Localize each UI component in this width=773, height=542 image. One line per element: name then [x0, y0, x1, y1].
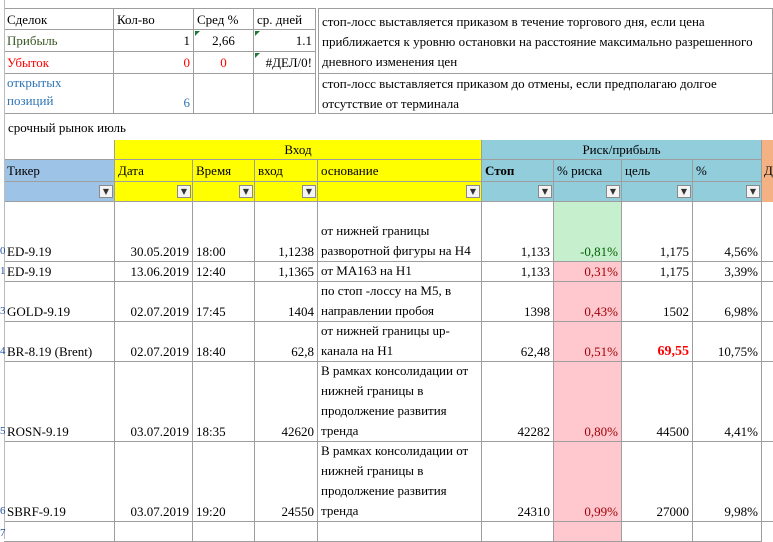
trade-pct-cell[interactable]: 10,75% [693, 322, 762, 362]
trade-date-cell[interactable]: 30.05.2019 [115, 202, 193, 262]
trade-entry-cell[interactable]: 42620 [255, 362, 318, 442]
col-header-risk[interactable]: % риска [554, 160, 622, 182]
note-stop-loss-intraday[interactable]: стоп-лосс выставляется приказом в течение торгового дня, если цена приближается к уровню остановки на расстояние максимально разрешенного дневного изменения цен [318, 8, 773, 74]
trade-basis-cell[interactable]: В рамках консолидации от нижней границы в продолжение развития тренда [318, 442, 482, 522]
summary-header-deals[interactable]: Сделок [4, 8, 114, 30]
trade-target-cell[interactable]: 1,175 [622, 202, 693, 262]
filter-dropdown-icon[interactable]: ▼ [177, 185, 191, 198]
trade-time-cell[interactable]: 18:35 [193, 362, 255, 442]
trade-basis-cell[interactable]: от нижней границы разворотной фигуры на Н4 [318, 202, 482, 262]
trade-target-cell[interactable]: 1,175 [622, 262, 693, 282]
group-spacer [4, 140, 115, 160]
trade-entry-cell[interactable]: 1404 [255, 282, 318, 322]
empty-cell[interactable] [482, 522, 554, 542]
empty-cell[interactable] [622, 522, 693, 542]
row-number[interactable]: 1 [0, 265, 6, 277]
trade-ticker-cell[interactable]: BR-8.19 (Brent) [4, 322, 115, 362]
trade-stop-cell[interactable]: 1398 [482, 282, 554, 322]
trade-stop-cell[interactable]: 24310 [482, 442, 554, 522]
row-number[interactable]: 3 [0, 305, 6, 317]
trade-entry-cell[interactable]: 24550 [255, 442, 318, 522]
filter-dropdown-icon[interactable]: ▼ [466, 185, 480, 198]
empty-cell[interactable] [255, 522, 318, 542]
filter-dropdown-icon[interactable]: ▼ [302, 185, 316, 198]
trade-time-cell[interactable]: 18:00 [193, 202, 255, 262]
col-header-basis[interactable]: основание [318, 160, 482, 182]
col-header-target[interactable]: цель [622, 160, 693, 182]
summary-profit-days[interactable]: 1.1 [254, 30, 316, 52]
trade-target-cell[interactable]: 1502 [622, 282, 693, 322]
trade-ticker-cell[interactable]: ED-9.19 [4, 202, 115, 262]
col-header-date[interactable]: Дата [115, 160, 193, 182]
group-entry-header[interactable]: Вход [115, 140, 482, 160]
trade-risk-cell[interactable]: -0,81% [554, 202, 622, 262]
group-risk-header[interactable]: Риск/прибыль [482, 140, 762, 160]
summary-profit-count[interactable]: 1 [114, 30, 194, 52]
trade-target-cell[interactable]: 27000 [622, 442, 693, 522]
trade-time-cell[interactable]: 17:45 [193, 282, 255, 322]
section-title[interactable]: срочный рынок июль [8, 120, 126, 135]
trade-time-cell[interactable]: 18:40 [193, 322, 255, 362]
trade-pct-cell[interactable]: 4,56% [693, 202, 762, 262]
col-header-stop[interactable]: Стоп [482, 160, 554, 182]
summary-open-count[interactable]: 6 [114, 74, 194, 114]
summary-open-label[interactable]: открытых позиций [4, 74, 114, 114]
summary-header-avg[interactable]: Сред % [194, 8, 254, 30]
trade-risk-cell[interactable]: 0,43% [554, 282, 622, 322]
trade-ticker-cell[interactable]: SBRF-9.19 [4, 442, 115, 522]
summary-header-count[interactable]: Кол-во [114, 8, 194, 30]
trade-extra-cell[interactable] [762, 362, 773, 442]
filter-dropdown-icon[interactable]: ▼ [99, 185, 113, 198]
trade-risk-cell[interactable]: 0,51% [554, 322, 622, 362]
trade-ticker-cell[interactable]: ROSN-9.19 [4, 362, 115, 442]
filter-dropdown-icon[interactable]: ▼ [538, 185, 552, 198]
trade-extra-cell[interactable] [762, 282, 773, 322]
empty-cell[interactable] [318, 522, 482, 542]
trade-stop-cell[interactable]: 42282 [482, 362, 554, 442]
filter-cell-extra [762, 182, 773, 202]
empty-cell[interactable] [115, 522, 193, 542]
row-number[interactable]: 0 [0, 245, 6, 257]
empty-cell[interactable] [693, 522, 762, 542]
trade-basis-cell[interactable]: от нижней границы up-канала на Н1 [318, 322, 482, 362]
trade-time-cell[interactable]: 12:40 [193, 262, 255, 282]
trade-pct-cell[interactable]: 6,98% [693, 282, 762, 322]
filter-dropdown-icon[interactable]: ▼ [239, 185, 253, 198]
trade-entry-cell[interactable]: 1,1238 [255, 202, 318, 262]
filter-cell-basis [318, 182, 482, 202]
row-number[interactable]: 6 [0, 505, 6, 517]
col-header-pct[interactable]: % [693, 160, 762, 182]
trade-target-cell[interactable]: 69,55 [622, 322, 693, 362]
trade-ticker-cell[interactable]: ED-9.19 [4, 262, 115, 282]
trade-time-cell[interactable]: 19:20 [193, 442, 255, 522]
col-header-extra[interactable]: Д [762, 160, 773, 182]
next-group-header [762, 140, 773, 160]
col-header-time[interactable]: Время [193, 160, 255, 182]
col-header-entry[interactable]: вход [255, 160, 318, 182]
row-number[interactable]: 4 [0, 345, 6, 357]
trade-stop-cell[interactable]: 62,48 [482, 322, 554, 362]
summary-profit-avg[interactable]: 2,66 [194, 30, 254, 52]
note-stop-loss-gtc[interactable]: стоп-лосс выставляется приказом до отмены, если предполагаю долгое отсутствие от терминала [318, 74, 773, 114]
row-number[interactable]: 5 [0, 425, 6, 437]
trade-target-cell[interactable]: 44500 [622, 362, 693, 442]
trade-basis-cell[interactable]: от МА163 на Н1 [318, 262, 482, 282]
trade-entry-cell[interactable]: 62,8 [255, 322, 318, 362]
trade-extra-cell[interactable] [762, 442, 773, 522]
trade-risk-cell[interactable]: 0,31% [554, 262, 622, 282]
trade-basis-cell[interactable]: по стоп -лоссу на М5, в направлении пробоя [318, 282, 482, 322]
empty-cell[interactable] [554, 522, 622, 542]
trade-date-cell[interactable]: 02.07.2019 [115, 322, 193, 362]
error-indicator [195, 31, 200, 36]
col-header-ticker[interactable]: Тикер [4, 160, 115, 182]
summary-loss-days[interactable]: #ДЕЛ/0! [254, 52, 316, 74]
filter-dropdown-icon[interactable]: ▼ [677, 185, 691, 198]
filter-dropdown-icon[interactable]: ▼ [606, 185, 620, 198]
summary-profit-label[interactable]: Прибыль [4, 30, 114, 52]
empty-cell[interactable] [4, 522, 115, 542]
trade-date-cell[interactable]: 02.07.2019 [115, 282, 193, 322]
trade-basis-cell[interactable]: В рамках консолидации от нижней границы в продолжение развития тренда [318, 362, 482, 442]
summary-loss-count[interactable]: 0 [114, 52, 194, 74]
row-number[interactable]: 7 [0, 527, 6, 539]
empty-cell[interactable] [193, 522, 255, 542]
trade-ticker-cell[interactable]: GOLD-9.19 [4, 282, 115, 322]
error-indicator [255, 53, 260, 58]
trade-entry-cell[interactable]: 1,1365 [255, 262, 318, 282]
trade-extra-cell[interactable] [762, 202, 773, 262]
trade-stop-cell[interactable]: 1,133 [482, 202, 554, 262]
trade-extra-cell[interactable] [762, 322, 773, 362]
trade-pct-cell[interactable]: 4,41% [693, 362, 762, 442]
trade-pct-cell[interactable]: 3,39% [693, 262, 762, 282]
summary-open-days[interactable] [254, 74, 316, 114]
trade-date-cell[interactable]: 03.07.2019 [115, 362, 193, 442]
trade-date-cell[interactable]: 03.07.2019 [115, 442, 193, 522]
trade-risk-cell[interactable]: 0,80% [554, 362, 622, 442]
summary-header-days[interactable]: ср. дней [254, 8, 316, 30]
filter-dropdown-icon[interactable]: ▼ [746, 185, 760, 198]
trade-extra-cell[interactable] [762, 262, 773, 282]
summary-loss-label[interactable]: Убыток [4, 52, 114, 74]
trade-date-cell[interactable]: 13.06.2019 [115, 262, 193, 282]
trade-pct-cell[interactable]: 9,98% [693, 442, 762, 522]
trade-stop-cell[interactable]: 1,133 [482, 262, 554, 282]
summary-open-avg[interactable] [194, 74, 254, 114]
trade-risk-cell[interactable]: 0,99% [554, 442, 622, 522]
error-indicator [255, 31, 260, 36]
summary-loss-avg[interactable]: 0 [194, 52, 254, 74]
